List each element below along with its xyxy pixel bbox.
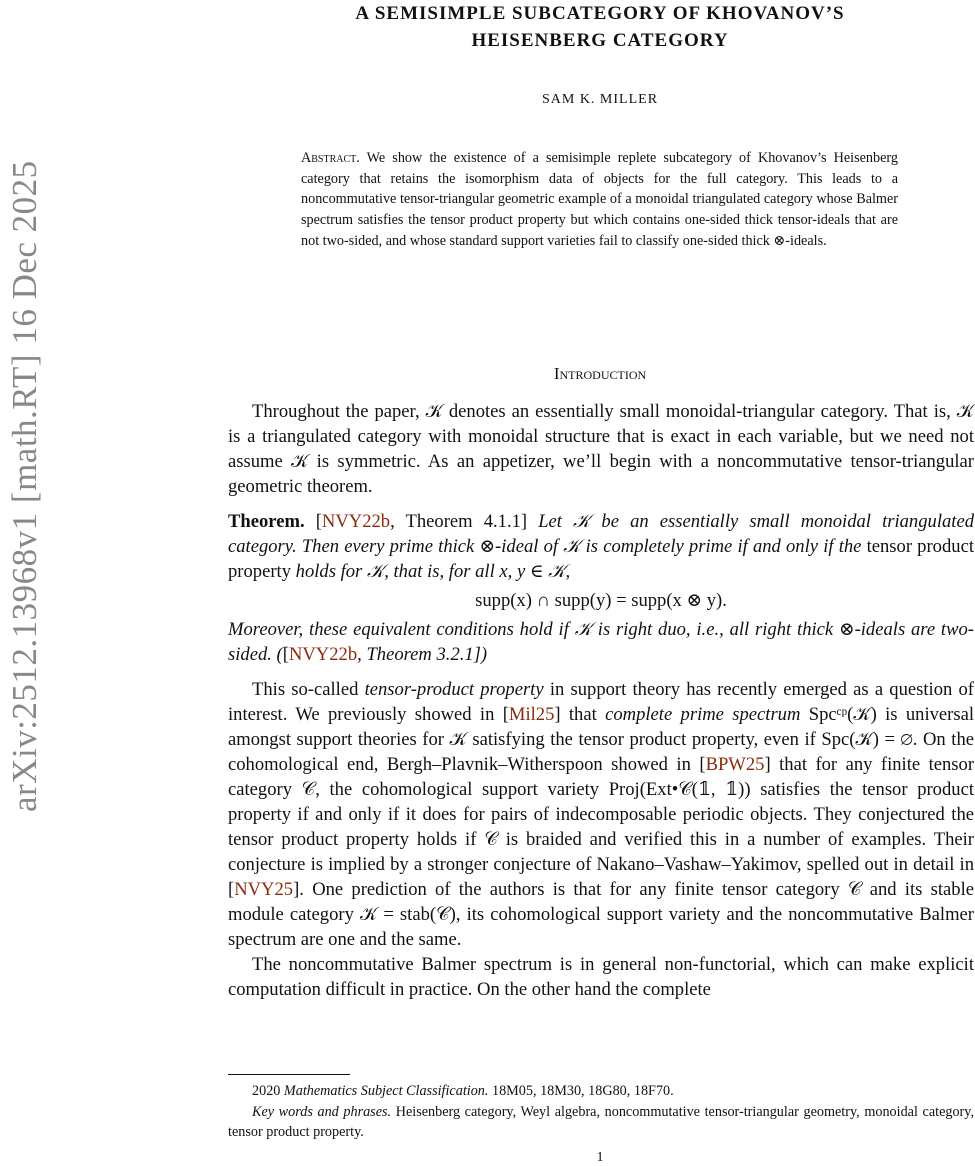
msc-year: 2020 [252, 1083, 281, 1099]
author-name: SAM K. MILLER [541, 92, 659, 107]
arxiv-sidebar-stamp: arXiv:2512.13968v1 [math.RT] 16 Dec 2025 [5, 160, 44, 812]
theorem-statement-part-1: Let 𝒦 be an essentially small monoidal triangulated category. Then every prime thick ⊗-ideal of 𝒦 is completely prime if and only if the [228, 511, 974, 557]
theorem-statement-part-2: holds for 𝒦, that is, for all x, y ∈ 𝒦, [295, 561, 571, 582]
para2-text-5: that for any finite tensor category 𝒞, the cohomological support variety Proj(Ext•𝒞(𝟙, 𝟙)) satisfies the tensor product property if and only if it does for pairs of indecomposable periodic objects. They conjectured the tensor product property holds if 𝒞 is braided and verified this in a number of examples. Their conjecture is implied by a stronger conjecture of Nakano–Vashaw–Yakimov, spelled out in detail in [228, 754, 975, 875]
footnote-msc [228, 1081, 974, 1102]
main-body [228, 399, 974, 1002]
citation-link-nvy25[interactable]: NVY25 [234, 879, 294, 900]
intro-paragraph: Throughout the paper, 𝒦 denotes an essentially small monoidal-triangular category. That is, 𝒦 is a triangulated category with monoidal structure that is exact in each variable, but we need not assume 𝒦 is symmetric. As an appetizer, we’ll begin with a noncommutative tensor-triangular geometric theorem. [228, 401, 974, 497]
theorem-statement-part-3: Moreover, these equivalent conditions hold if 𝒦 is right duo, i.e., all right thick ⊗-ideals are two-sided. ( [228, 619, 974, 665]
para2-text-2: in support theory has recently emerged as a question of interest. We previously showed in [228, 679, 974, 725]
title-line-1: A SEMISIMPLE SUBCATEGORY OF KHOVANOV’S [355, 3, 845, 24]
section-heading-introduction: Introduction [553, 364, 647, 383]
keywords-text: Heisenberg category, Weyl algebra, noncommutative tensor-triangular geometry, monoidal category, tensor product property. [228, 1103, 974, 1140]
citation-link-mil25[interactable]: Mil25 [508, 704, 555, 725]
abstract-label: Abstract. [301, 150, 360, 166]
theorem-label: Theorem. [228, 511, 305, 532]
footnotes [228, 1081, 974, 1143]
para2-emph-1: tensor-product property [364, 679, 544, 700]
theorem: Theorem. [NVY22b, Theorem 4.1.1] Let 𝒦 be an essentially small monoidal triangulated category. Then every prime thick ⊗-ideal of 𝒦 is completely prime if and only if the tensor product property holds for 𝒦, that is, for all x, y ∈ 𝒦, [228, 511, 974, 582]
para2-text-3: that [568, 704, 597, 725]
abstract [301, 148, 898, 252]
paragraph-noncommutative-spectrum: The noncommutative Balmer spectrum is in general non-functorial, which can make explicit computation difficult in practice. On the other hand the complete [228, 954, 974, 1000]
para2-text-6: . One prediction of the authors is that for any finite tensor category 𝒞 and its stable module category 𝒦 = stab(𝒞), its cohomological support variety and the noncommutative Balmer spectrum are one and the same. [228, 879, 974, 950]
msc-label: Mathematics Subject Classification. [283, 1083, 489, 1099]
theorem-continuation: Moreover, these equivalent conditions hold if 𝒦 is right duo, i.e., all right thick ⊗-ideals are two-sided. ([NVY22b, Theorem 3.2.1]) [228, 619, 974, 665]
footnote-rule [228, 1074, 350, 1075]
theorem-statement-roman: tensor product property [228, 536, 974, 582]
paper-title [225, 0, 975, 54]
para2-emph-2: complete prime spectrum [605, 704, 801, 725]
footnote-keywords [228, 1102, 974, 1143]
para2-text-1: This so-called [252, 679, 359, 700]
paragraph-tensor-product-property: This so-called tensor-product property in support theory has recently emerged as a question of interest. We previously showed in [Mil25] that complete prime spectrum Spcᶜᵖ(𝒦) is universal amongst support theories for 𝒦 satisfying the tensor product property, even if Spc(𝒦) = ∅. On the cohomological end, Bergh–Plavnik–Witherspoon showed in [BPW25] that for any finite tensor category 𝒞, the cohomological support variety Proj(Ext•𝒞(𝟙, 𝟙)) satisfies the tensor product property if and only if it does for pairs of indecomposable periodic objects. They conjectured the tensor product property holds if 𝒞 is braided and verified this in a number of examples. Their conjecture is implied by a stronger conjecture of Nakano–Vashaw–Yakimov, spelled out in detail in [NVY25]. One prediction of the authors is that for any finite tensor category 𝒞 and its stable module category 𝒦 = stab(𝒞), its cohomological support variety and the noncommutative Balmer spectrum are one and the same. [228, 679, 975, 950]
theorem-cite2-suffix: , Theorem 3.2.1]) [357, 644, 488, 665]
display-equation: supp(x) ∩ supp(y) = supp(x ⊗ y). [475, 590, 727, 611]
para2-text-4: Spcᶜᵖ(𝒦) is universal amongst support theories for 𝒦 satisfying the tensor product property, even if Spc(𝒦) = ∅. On the cohomological end, Bergh–Plavnik–Witherspoon showed in [228, 704, 975, 775]
citation-link-nvy22b-2[interactable]: NVY22b [288, 644, 358, 665]
abstract-text: We show the existence of a semisimple replete subcategory of Khovanov’s Heisenberg category that retains the isomorphism data of objects for the full category. This leads to a noncommutative tensor-triangular geometric example of a monoidal triangulated category whose Balmer spectrum satisfies the tensor product property but which contains one-sided thick tensor-ideals that are not two-sided, and whose standard support varieties fail to classify one-sided thick ⊗-ideals. [301, 150, 898, 249]
page-number: 1 [596, 1150, 604, 1165]
title-line-2: HEISENBERG CATEGORY [471, 30, 729, 51]
msc-codes: 18M05, 18M30, 18G80, 18F70. [491, 1083, 674, 1099]
citation-link-nvy22b[interactable]: NVY22b [321, 511, 391, 532]
theorem-cite-suffix: , Theorem 4.1.1] [390, 511, 528, 532]
keywords-label: Key words and phrases. [252, 1103, 392, 1120]
citation-link-bpw25[interactable]: BPW25 [705, 754, 765, 775]
